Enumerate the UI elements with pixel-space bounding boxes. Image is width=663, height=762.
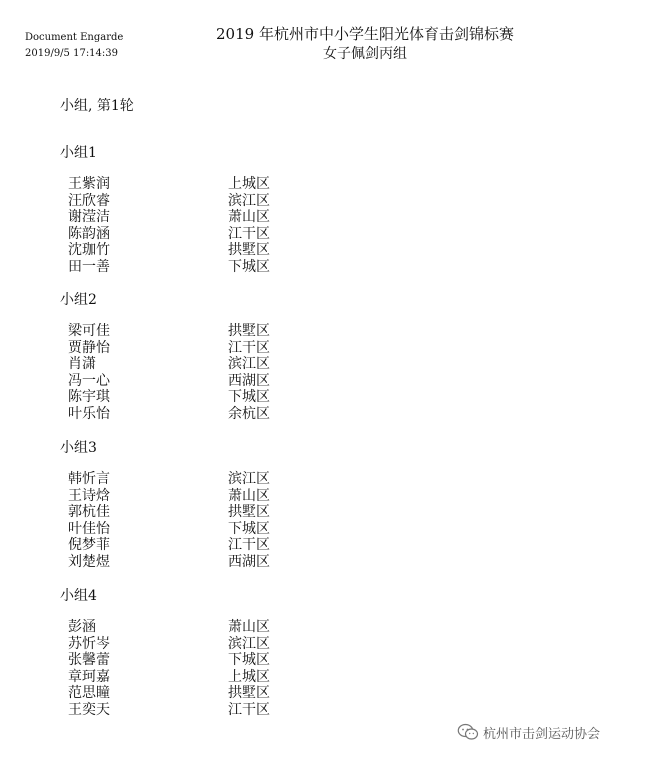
fencer-name: 倪梦菲	[68, 537, 110, 554]
fencer-club: 滨江区	[228, 192, 270, 209]
fencer-name: 陈韵涵	[68, 225, 110, 242]
fencer-name: 彭涵	[68, 619, 96, 635]
fencer-club: 拱墅区	[228, 685, 270, 702]
fencer-row	[60, 521, 360, 538]
watermark-text: 杭州市击剑运动协会	[483, 726, 601, 742]
group-title: 小组1	[60, 145, 97, 161]
fencer-club: 上城区	[228, 176, 270, 192]
fencer-name: 苏忻岑	[68, 635, 110, 652]
fencer-row	[60, 323, 360, 340]
fencer-row	[60, 209, 360, 226]
fencer-name: 陈宇琪	[68, 389, 110, 406]
fencer-club: 下城区	[228, 520, 270, 537]
group-title: 小组2	[60, 292, 97, 308]
fencer-name: 田一善	[68, 258, 110, 275]
fencer-row	[60, 652, 360, 669]
event-subtitle: 女子佩剑丙组	[323, 46, 407, 62]
print-datetime: 2019/9/5 17:14:39	[25, 48, 119, 59]
fencer-name: 谢滢洁	[68, 209, 110, 226]
group-title: 小组3	[60, 440, 97, 456]
fencer-name: 贾静怡	[68, 339, 110, 356]
fencer-name: 刘楚煜	[68, 553, 110, 570]
fencer-row	[60, 373, 360, 390]
group-3	[60, 438, 360, 571]
fencer-row	[60, 226, 360, 243]
fencer-club: 下城区	[228, 258, 270, 275]
fencer-club: 西湖区	[228, 372, 270, 389]
fencer-row	[60, 193, 360, 210]
fencer-name: 冯一心	[68, 372, 110, 389]
fencer-name: 范思瞳	[68, 685, 110, 702]
fencer-row	[60, 619, 360, 636]
fencer-list	[60, 176, 360, 276]
document-meta	[25, 30, 123, 62]
fencer-name: 韩忻言	[68, 471, 110, 487]
fencer-row	[60, 406, 360, 423]
fencer-list	[60, 619, 360, 719]
fencer-club: 萧山区	[228, 487, 270, 504]
fencer-club: 江干区	[228, 701, 270, 718]
fencer-club: 江干区	[228, 537, 270, 554]
fencer-club: 江干区	[228, 339, 270, 356]
group-2	[60, 290, 360, 423]
fencer-name: 梁可佳	[68, 323, 110, 339]
fencer-club: 滨江区	[228, 635, 270, 652]
fencer-row	[60, 176, 360, 193]
fencer-name: 王奕天	[68, 701, 110, 718]
fencer-club: 余杭区	[228, 405, 270, 422]
fencer-list	[60, 323, 360, 423]
fencer-club: 滨江区	[228, 356, 270, 373]
fencer-list	[60, 471, 360, 571]
wechat-icon	[457, 723, 479, 741]
fencer-name: 汪欣睿	[68, 192, 110, 209]
fencer-name: 王诗焓	[68, 487, 110, 504]
fencer-name: 郭杭佳	[68, 504, 110, 521]
fencer-row	[60, 636, 360, 653]
document-header	[205, 24, 525, 64]
fencer-row	[60, 554, 360, 571]
fencer-name: 章珂嘉	[68, 668, 110, 685]
fencer-name: 叶乐怡	[68, 405, 110, 422]
group-4	[60, 586, 360, 719]
fencer-club: 西湖区	[228, 553, 270, 570]
fencer-row	[60, 504, 360, 521]
round-title: 小组, 第1轮	[60, 98, 134, 114]
fencer-club: 拱墅区	[228, 504, 270, 521]
fencer-row	[60, 702, 360, 719]
group-title: 小组4	[60, 588, 97, 604]
fencer-club: 上城区	[228, 668, 270, 685]
fencer-club: 下城区	[228, 652, 270, 669]
fencer-row	[60, 669, 360, 686]
fencer-row	[60, 537, 360, 554]
fencer-name: 叶佳怡	[68, 520, 110, 537]
fencer-club: 江干区	[228, 225, 270, 242]
software-label: Document Engarde	[25, 32, 124, 43]
fencer-name: 张馨蕾	[68, 652, 110, 669]
wechat-watermark	[457, 722, 600, 742]
competition-title: 2019 年杭州市中小学生阳光体育击剑锦标赛	[216, 25, 514, 43]
fencer-row	[60, 356, 360, 373]
fencer-name: 王紫润	[68, 176, 110, 192]
fencer-club: 萧山区	[228, 209, 270, 226]
fencer-club: 萧山区	[228, 619, 270, 635]
fencer-name: 沈珈竹	[68, 242, 110, 259]
fencer-row	[60, 685, 360, 702]
fencer-row	[60, 389, 360, 406]
fencer-row	[60, 340, 360, 357]
group-1	[60, 143, 360, 276]
fencer-row	[60, 488, 360, 505]
fencer-club: 滨江区	[228, 471, 270, 487]
fencer-row	[60, 242, 360, 259]
fencer-row	[60, 259, 360, 276]
fencer-name: 肖潇	[68, 356, 96, 373]
fencer-row	[60, 471, 360, 488]
fencer-club: 拱墅区	[228, 323, 270, 339]
fencer-club: 拱墅区	[228, 242, 270, 259]
fencer-club: 下城区	[228, 389, 270, 406]
